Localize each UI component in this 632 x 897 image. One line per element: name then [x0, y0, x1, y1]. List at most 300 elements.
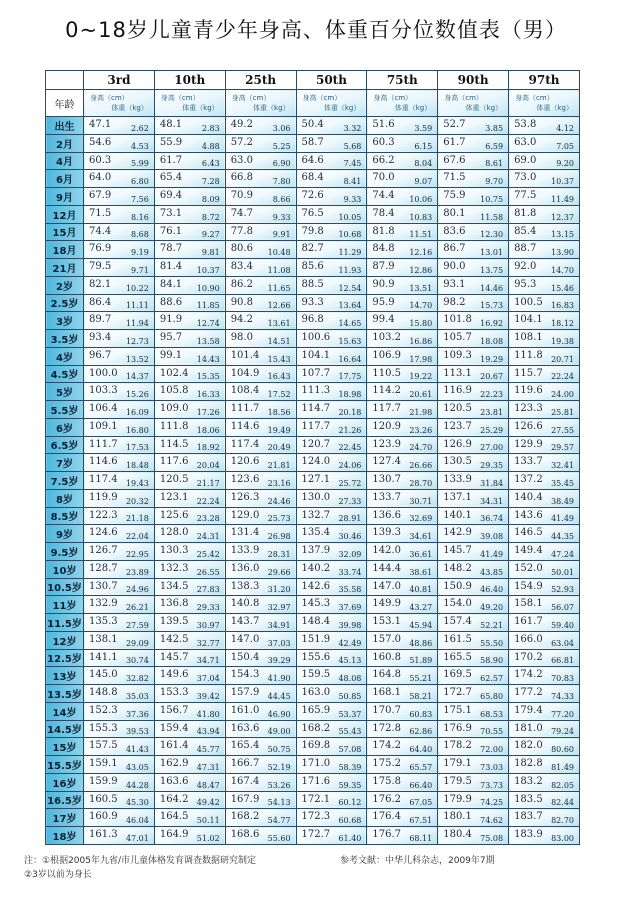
percentile-cell [84, 365, 155, 383]
weight-value: 44.35 [551, 532, 574, 541]
percentile-cell [509, 117, 580, 135]
age-label: 14岁 [46, 702, 84, 720]
percentile-cell [509, 312, 580, 330]
percentile-cell [154, 259, 225, 277]
percentile-cell [509, 685, 580, 703]
weight-value: 9.19 [131, 248, 149, 257]
height-value: 85.6 [301, 261, 324, 272]
weight-value: 13.01 [480, 248, 504, 257]
height-value: 50.4 [301, 119, 324, 130]
weight-value: 26.66 [409, 461, 433, 470]
weight-value: 15.35 [196, 372, 220, 382]
weight-value: 22.24 [196, 496, 220, 506]
height-value: 109.1 [89, 420, 118, 432]
height-value: 180.1 [443, 811, 472, 823]
height-value: 130.0 [301, 491, 331, 503]
percentile-cell [84, 330, 155, 348]
weight-value: 20.71 [551, 354, 574, 364]
weight-value: 11.58 [480, 212, 504, 222]
percentile-cell [367, 720, 438, 738]
percentile-cell [84, 418, 155, 436]
percentile-cell [84, 578, 155, 596]
height-unit-label: 身高（cm） [90, 94, 129, 102]
height-value: 111.3 [301, 385, 331, 397]
percentile-cell [438, 702, 509, 720]
weight-value: 30.74 [125, 656, 149, 666]
height-value: 175.8 [372, 775, 402, 787]
weight-value: 23.89 [125, 567, 149, 577]
weight-value: 74.62 [480, 816, 504, 825]
percentile-cell [225, 205, 296, 223]
height-value: 135.3 [89, 616, 118, 627]
height-value: 88.5 [301, 278, 324, 290]
percentile-cell [367, 702, 438, 720]
percentile-cell [509, 436, 580, 454]
height-value: 179.9 [443, 793, 472, 805]
weight-value: 49.20 [480, 603, 504, 612]
percentile-cell [509, 401, 580, 419]
percentile-cell [438, 454, 509, 472]
table-row [46, 667, 580, 685]
height-value: 92.0 [514, 261, 537, 272]
weight-value: 18.92 [196, 443, 220, 453]
weight-value: 45.13 [338, 656, 362, 666]
height-value: 136.0 [230, 562, 260, 574]
weight-value: 14.70 [551, 265, 574, 275]
percentile-cell [154, 436, 225, 454]
percentile-cell [225, 117, 296, 135]
table-row [46, 560, 580, 578]
height-value: 66.8 [230, 172, 253, 184]
percentile-cell [509, 276, 580, 294]
weight-value: 43.85 [480, 567, 504, 577]
weight-value: 37.36 [125, 709, 149, 719]
height-value: 67.6 [443, 154, 466, 166]
percentile-cell [296, 738, 367, 756]
percentile-cell [438, 365, 509, 383]
percentile-cell [438, 543, 509, 561]
weight-value: 53.26 [267, 780, 291, 790]
weight-value: 52.21 [480, 620, 504, 630]
height-value: 51.6 [372, 119, 395, 130]
weight-value: 14.43 [196, 354, 220, 364]
percentile-cell [225, 596, 296, 614]
weight-value: 16.80 [125, 425, 149, 435]
height-value: 161.3 [89, 829, 118, 840]
percentile-cell [509, 454, 580, 472]
age-label: 18岁 [46, 827, 84, 845]
height-value: 133.9 [443, 474, 472, 485]
height-value: 164.2 [159, 793, 189, 805]
percentile-cell [154, 454, 225, 472]
percentile-cell [225, 702, 296, 720]
height-value: 103.3 [89, 385, 118, 397]
height-value: 100.6 [301, 332, 331, 343]
weight-value: 9.91 [272, 230, 291, 240]
height-value: 168.1 [372, 687, 402, 698]
unit-subheader [225, 90, 296, 117]
weight-value: 10.83 [409, 212, 433, 222]
percentile-cell [367, 578, 438, 596]
weight-value: 47.24 [551, 549, 574, 559]
weight-value: 37.69 [338, 603, 362, 612]
percentile-cell [154, 649, 225, 667]
weight-value: 31.20 [267, 585, 291, 595]
height-value: 154.9 [514, 580, 543, 592]
height-value: 64.0 [89, 172, 112, 184]
height-value: 88.7 [514, 243, 537, 255]
weight-value: 20.61 [409, 390, 433, 399]
height-value: 124.0 [301, 456, 331, 468]
height-value: 96.7 [89, 349, 112, 361]
height-value: 159.9 [89, 775, 118, 787]
percentile-cell [296, 543, 367, 561]
weight-value: 23.16 [267, 478, 291, 488]
percentile-cell [84, 702, 155, 720]
height-value: 170.7 [372, 704, 402, 716]
height-value: 66.2 [372, 154, 395, 166]
weight-value: 4.88 [201, 141, 220, 151]
weight-value: 4.12 [556, 123, 574, 133]
percentile-cell [509, 152, 580, 170]
table-row [46, 489, 580, 507]
height-value: 137.2 [514, 474, 543, 485]
height-value: 108.4 [230, 385, 260, 397]
percentile-cell [367, 489, 438, 507]
height-value: 133.9 [230, 545, 260, 556]
age-label: 15岁 [46, 738, 84, 756]
age-label: 16.5岁 [46, 791, 84, 809]
percentile-cell [225, 578, 296, 596]
percentile-cell [225, 223, 296, 241]
percentile-cell [154, 543, 225, 561]
weight-value: 20.32 [125, 496, 149, 506]
height-value: 150.9 [443, 580, 472, 592]
percentile-cell [84, 649, 155, 667]
percentile-cell [509, 418, 580, 436]
table-row [46, 596, 580, 614]
weight-value: 31.84 [480, 478, 504, 488]
percentile-cell [367, 543, 438, 561]
weight-value: 55.60 [267, 834, 291, 843]
height-value: 76.1 [159, 225, 183, 237]
weight-value: 51.89 [409, 656, 433, 666]
weight-value: 41.80 [196, 709, 220, 719]
percentile-cell [509, 827, 580, 845]
weight-value: 47.01 [125, 834, 149, 843]
weight-value: 82.70 [551, 816, 574, 825]
percentile-cell [154, 223, 225, 241]
footnote-length: ②3岁以前为身长 [24, 870, 92, 880]
height-value: 167.9 [230, 793, 260, 805]
height-value: 93.4 [89, 332, 112, 343]
height-value: 87.9 [372, 261, 395, 272]
height-value: 160.8 [372, 651, 402, 663]
unit-subheader [154, 90, 225, 117]
weight-unit-label: 体重（kg） [111, 104, 148, 112]
percentile-cell [367, 560, 438, 578]
weight-value: 21.17 [196, 478, 220, 488]
height-value: 104.9 [230, 367, 260, 379]
height-value: 83.4 [230, 261, 253, 272]
height-value: 164.8 [372, 669, 402, 681]
age-label: 2.5岁 [46, 294, 84, 312]
weight-value: 13.75 [480, 265, 504, 275]
height-value: 180.4 [443, 829, 472, 840]
percentile-cell [438, 809, 509, 827]
height-value: 58.7 [301, 136, 324, 148]
age-label: 5.5岁 [46, 401, 84, 419]
height-value: 154.0 [443, 598, 472, 610]
height-value: 163.6 [230, 722, 260, 734]
percentile-cell [296, 631, 367, 649]
weight-value: 29.66 [267, 567, 291, 577]
height-value: 81.8 [514, 207, 537, 219]
weight-value: 6.59 [485, 141, 504, 151]
height-value: 78.4 [372, 207, 395, 219]
age-label: 2月 [46, 134, 84, 152]
height-value: 163.0 [301, 687, 331, 698]
percentile-cell [367, 418, 438, 436]
weight-value: 18.06 [196, 425, 220, 435]
percentile-cell [225, 259, 296, 277]
height-value: 172.7 [443, 687, 472, 698]
height-value: 115.7 [514, 367, 543, 379]
height-value: 106.9 [372, 349, 402, 361]
percentile-cell [367, 170, 438, 188]
table-row [46, 117, 580, 135]
percentile-cell [438, 685, 509, 703]
table-row [46, 685, 580, 703]
weight-value: 18.56 [267, 407, 291, 417]
height-value: 129.9 [514, 438, 543, 450]
height-value: 159.4 [159, 722, 189, 734]
percentile-cell [84, 560, 155, 578]
percentile-cell [367, 188, 438, 206]
weight-value: 7.80 [272, 177, 291, 186]
percentile-cell [438, 312, 509, 330]
percentile-cell [367, 649, 438, 667]
percentile-cell [509, 631, 580, 649]
height-value: 75.9 [443, 190, 466, 201]
percentile-cell [367, 383, 438, 401]
percentile-cell [367, 614, 438, 632]
weight-value: 11.11 [125, 301, 149, 311]
weight-value: 50.01 [551, 567, 574, 577]
height-value: 175.2 [372, 758, 402, 769]
weight-value: 25.73 [267, 514, 291, 524]
height-value: 93.1 [443, 278, 466, 290]
weight-value: 23.81 [480, 407, 504, 417]
percentile-cell [154, 276, 225, 294]
percentile-cell [225, 436, 296, 454]
percentile-cell [509, 738, 580, 756]
height-unit-label: 身高（cm） [515, 94, 554, 102]
height-value: 165.5 [443, 651, 472, 663]
table-row [46, 401, 580, 419]
weight-value: 35.45 [551, 478, 574, 488]
height-value: 126.3 [230, 491, 260, 503]
height-value: 161.7 [514, 616, 543, 627]
age-label: 9月 [46, 188, 84, 206]
height-value: 179.5 [443, 775, 472, 787]
weight-value: 48.47 [196, 780, 220, 790]
percentile-cell [296, 152, 367, 170]
footnote-source: 注：①根据2005年九省/市儿童体格发育调查数据研究制定 [24, 856, 257, 866]
weight-value: 45.94 [409, 620, 433, 630]
weight-value: 10.90 [196, 283, 220, 293]
age-label: 4岁 [46, 347, 84, 365]
weight-unit-label: 体重（kg） [394, 104, 432, 112]
weight-unit-label: 体重（kg） [536, 104, 573, 112]
height-value: 130.5 [443, 456, 472, 468]
height-value: 142.0 [372, 545, 402, 556]
weight-value: 6.43 [201, 159, 220, 169]
table-row [46, 809, 580, 827]
weight-value: 46.90 [267, 709, 291, 719]
weight-value: 10.37 [196, 265, 220, 275]
percentile-cell [367, 791, 438, 809]
weight-value: 35.58 [338, 585, 362, 595]
height-value: 88.6 [159, 296, 183, 308]
height-value: 114.6 [230, 420, 260, 432]
weight-value: 21.81 [267, 461, 291, 470]
height-value: 79.8 [301, 225, 324, 237]
height-value: 172.1 [301, 793, 331, 805]
height-value: 183.5 [514, 793, 543, 805]
weight-value: 10.37 [551, 177, 574, 186]
weight-value: 15.80 [409, 319, 433, 328]
weight-value: 22.04 [125, 532, 149, 541]
weight-value: 9.33 [272, 212, 291, 222]
height-value: 71.5 [89, 207, 112, 219]
height-value: 134.5 [159, 580, 189, 592]
table-row [46, 294, 580, 312]
weight-value: 8.41 [343, 177, 362, 186]
height-value: 120.9 [372, 420, 402, 432]
weight-value: 61.40 [338, 834, 362, 843]
height-value: 175.1 [443, 704, 472, 716]
percentile-cell [367, 596, 438, 614]
weight-value: 13.90 [551, 248, 574, 257]
weight-value: 12.16 [409, 248, 433, 257]
percentile-cell [438, 649, 509, 667]
height-value: 105.7 [443, 332, 472, 343]
unit-subheader [84, 90, 155, 117]
age-label: 9岁 [46, 525, 84, 543]
percentile-cell [154, 756, 225, 774]
weight-value: 26.98 [267, 532, 291, 541]
height-value: 109.3 [443, 349, 472, 361]
percentile-cell [154, 347, 225, 365]
percentile-cell [509, 294, 580, 312]
weight-value: 38.49 [551, 496, 574, 506]
height-value: 131.4 [230, 527, 260, 539]
percentile-cell [84, 756, 155, 774]
percentile-cell [84, 383, 155, 401]
height-value: 130.7 [89, 580, 118, 592]
height-value: 67.9 [89, 190, 112, 201]
table-row [46, 738, 580, 756]
percentile-cell [154, 241, 225, 259]
height-value: 80.6 [230, 243, 253, 255]
percentile-cell [225, 543, 296, 561]
weight-value: 60.83 [409, 709, 433, 719]
percentile-cell [154, 507, 225, 525]
weight-value: 82.05 [551, 780, 574, 790]
height-value: 183.7 [514, 811, 543, 823]
percentile-cell [154, 134, 225, 152]
weight-value: 38.61 [409, 567, 433, 577]
weight-value: 22.95 [125, 549, 149, 559]
percentile-cell [154, 472, 225, 490]
weight-value: 34.91 [267, 620, 291, 630]
growth-percentile-table [45, 70, 580, 845]
table-row [46, 330, 580, 348]
percentile-cell [154, 738, 225, 756]
percentile-cell [84, 472, 155, 490]
percentile-cell [438, 578, 509, 596]
age-label: 7岁 [46, 454, 84, 472]
percentile-cell [296, 241, 367, 259]
percentile-cell [84, 809, 155, 827]
percentile-cell [154, 525, 225, 543]
height-value: 176.7 [372, 829, 402, 840]
weight-value: 19.22 [409, 372, 433, 382]
weight-value: 79.24 [551, 727, 574, 737]
weight-value: 68.53 [480, 709, 504, 719]
weight-value: 6.90 [272, 159, 291, 169]
percentile-cell [509, 134, 580, 152]
weight-value: 32.69 [409, 514, 433, 524]
height-value: 148.4 [301, 616, 331, 627]
height-value: 141.1 [89, 651, 118, 663]
height-value: 182.8 [514, 758, 543, 769]
height-value: 99.1 [159, 349, 183, 361]
weight-value: 43.27 [409, 603, 433, 612]
height-value: 140.4 [514, 491, 543, 503]
percentile-cell [367, 756, 438, 774]
weight-value: 62.86 [409, 727, 433, 737]
height-value: 55.9 [159, 136, 183, 148]
percentile-cell [225, 383, 296, 401]
height-value: 147.0 [230, 633, 260, 645]
weight-value: 52.19 [267, 762, 291, 772]
percentile-cell [438, 418, 509, 436]
weight-value: 39.42 [196, 691, 220, 701]
height-value: 138.3 [230, 580, 260, 592]
percentile-cell [296, 702, 367, 720]
weight-value: 13.52 [125, 354, 149, 364]
percentile-cell [367, 294, 438, 312]
percentile-cell [367, 685, 438, 703]
weight-value: 3.85 [485, 123, 504, 133]
weight-value: 70.83 [551, 674, 574, 683]
weight-value: 60.68 [338, 816, 362, 825]
percentile-cell [296, 773, 367, 791]
percentile-cell [84, 170, 155, 188]
weight-value: 27.33 [338, 496, 362, 506]
weight-value: 12.54 [338, 283, 362, 293]
height-value: 162.9 [159, 758, 189, 769]
percentile-cell [296, 294, 367, 312]
weight-value: 10.22 [125, 283, 149, 293]
height-value: 95.3 [514, 278, 537, 290]
weight-value: 10.48 [267, 248, 291, 257]
percentile-cell [154, 614, 225, 632]
weight-value: 12.73 [125, 336, 149, 346]
height-value: 91.9 [159, 314, 183, 326]
